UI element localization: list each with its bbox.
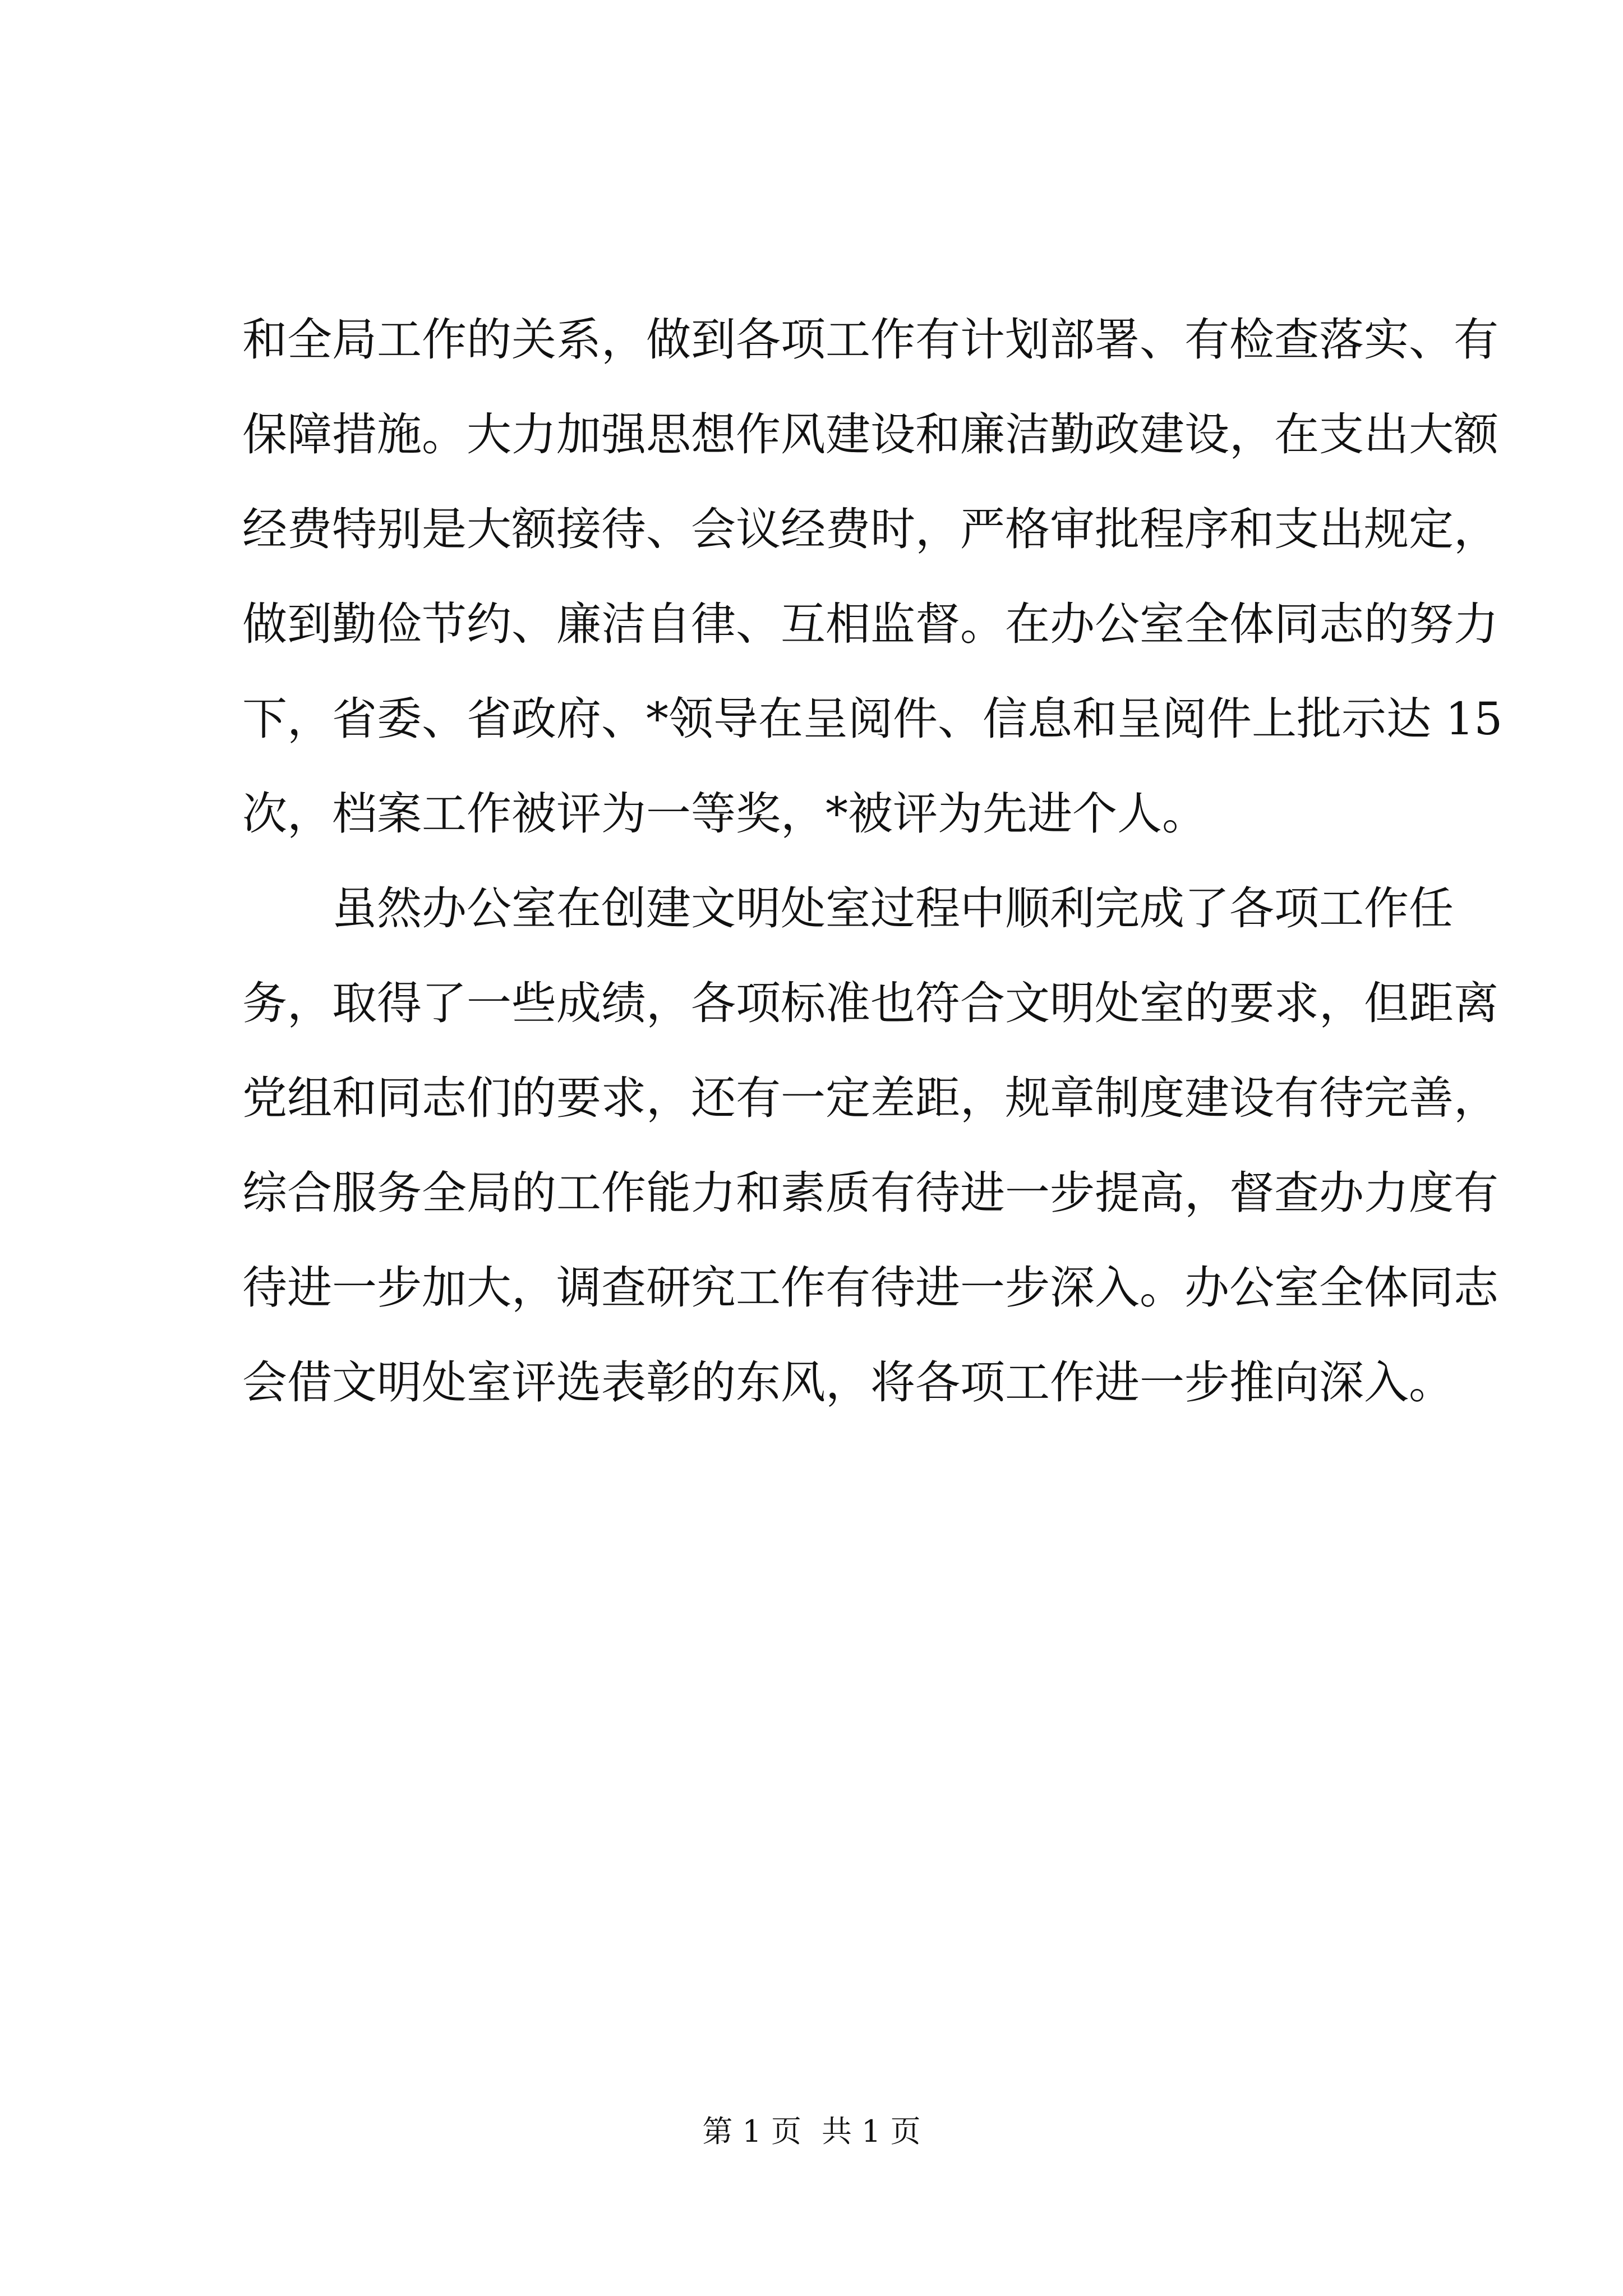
- paragraph-line: 会借文明处室评选表彰的东风，将各项工作进一步推向深入。: [242, 1356, 1454, 1409]
- paragraph-line: 保障措施。大力加强思想作风建设和廉洁勤政建设，在支出大额: [242, 408, 1498, 461]
- paragraph-line: 次，档案工作被评为一等奖，*被评为先进个人。: [242, 788, 1207, 840]
- paragraph-1: [242, 303, 1503, 872]
- paragraph-line: 经费特别是大额接待、会议经费时，严格审批程序和支出规定，: [242, 503, 1498, 555]
- document-body: [242, 303, 1503, 1441]
- paragraph-line: 待进一步加大，调查研究工作有待进一步深入。办公室全体同志: [242, 1262, 1498, 1314]
- paragraph-2: [242, 872, 1498, 1441]
- paragraph-line: 务，取得了一些成绩，各项标准也符合文明处室的要求，但距离: [242, 977, 1498, 1029]
- paragraph-line: 党组和同志们的要求，还有一定差距，规章制度建设有待完善，: [242, 1072, 1498, 1124]
- paragraph-line: 和全局工作的关系，做到各项工作有计划部署、有检查落实、有: [242, 314, 1498, 366]
- paragraph-line: 虽然办公室在创建文明处室过程中顺利完成了各项工作任: [332, 882, 1454, 935]
- page-footer: [0, 2112, 1623, 2151]
- paragraph-line: 做到勤俭节约、廉洁自律、互相监督。在办公室全体同志的努力: [242, 598, 1498, 650]
- page-number-total: 共 1 页: [822, 2114, 921, 2149]
- page-number-current: 第 1 页: [702, 2114, 801, 2149]
- paragraph-line: 综合服务全局的工作能力和素质有待进一步提高，督查办力度有: [242, 1167, 1498, 1219]
- paragraph-line: 下，省委、省政府、*领导在呈阅件、信息和呈阅件上批示达 15: [242, 693, 1503, 745]
